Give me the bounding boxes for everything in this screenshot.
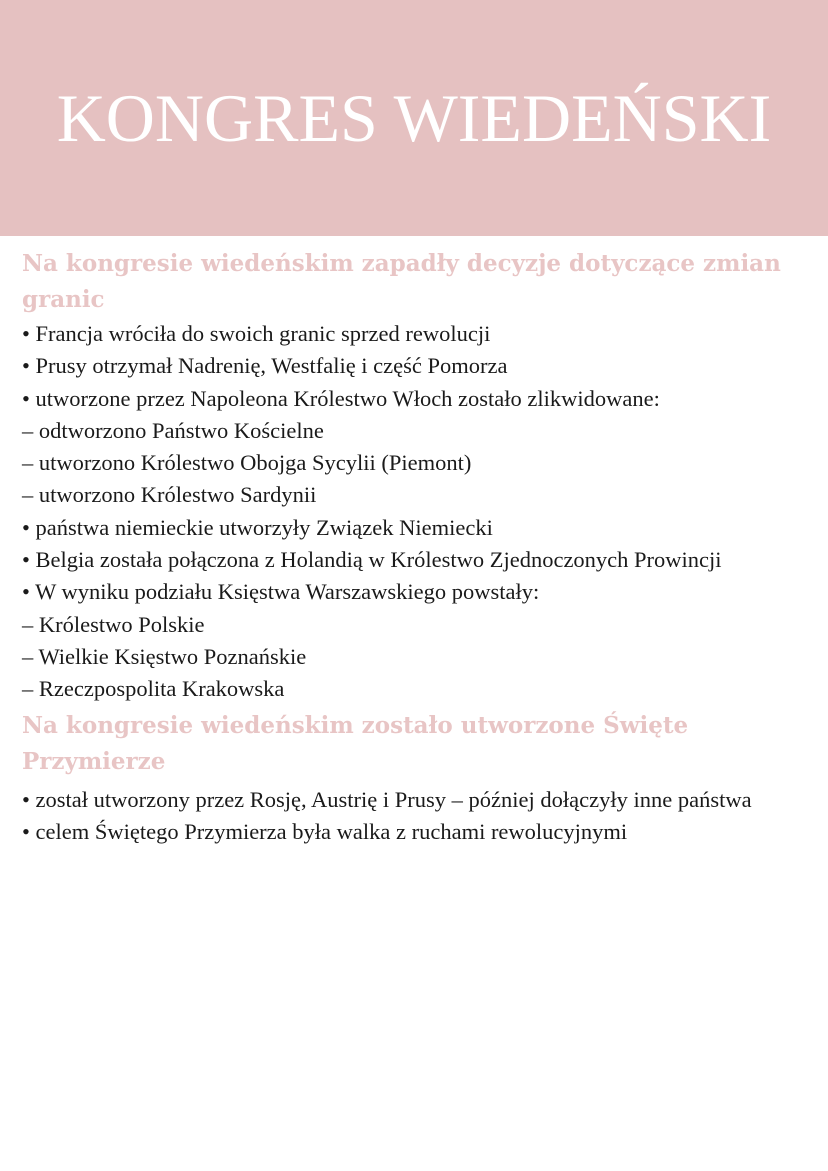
notes-content xyxy=(22,246,812,850)
list-item: – Rzeczpospolita Krakowska xyxy=(22,676,285,702)
holy-alliance-list xyxy=(22,784,812,849)
list-item: • Belgia została połączona z Holandią w Królestwo Zjednoczonych Prowincji xyxy=(22,547,722,573)
list-item: • został utworzony przez Rosję, Austrię i Prusy – później dołączyły inne państwa xyxy=(22,786,752,812)
list-item: • państwa niemieckie utworzyły Związek Niemiecki xyxy=(22,514,493,540)
list-item: – Wielkie Księstwo Poznańskie xyxy=(22,643,307,669)
list-item: • utworzone przez Napoleona Królestwo Włoch zostało zlikwidowane: xyxy=(22,385,660,411)
list-item: – utworzono Królestwo Sardynii xyxy=(22,482,317,508)
list-item: • Prusy otrzymał Nadrenię, Westfalię i część Pomorza xyxy=(22,353,508,379)
section-heading: Na kongresie wiedeńskim zapadły decyzje dotyczące zmian granic xyxy=(22,250,781,313)
list-item: • W wyniku podziału Księstwa Warszawskiego powstały: xyxy=(22,579,540,605)
list-item: • Francja wróciła do swoich granic sprzed rewolucji xyxy=(22,321,491,346)
list-item: • celem Świętego Przymierza była walka z ruchami rewolucyjnymi xyxy=(22,818,628,844)
list-item: – utworzono Królestwo Obojga Sycylii (Piemont) xyxy=(22,450,472,476)
list-item: – odtworzono Państwo Kościelne xyxy=(22,417,324,443)
section-heading: Na kongresie wiedeńskim zostało utworzone Święte Przymierze xyxy=(22,711,689,775)
section-border-changes xyxy=(22,246,812,706)
title-banner xyxy=(0,0,828,236)
list-item: – Królestwo Polskie xyxy=(22,611,205,637)
border-changes-list xyxy=(22,318,812,706)
page-title: KONGRES WIEDEŃSKI xyxy=(56,80,772,156)
section-holy-alliance xyxy=(22,708,812,849)
